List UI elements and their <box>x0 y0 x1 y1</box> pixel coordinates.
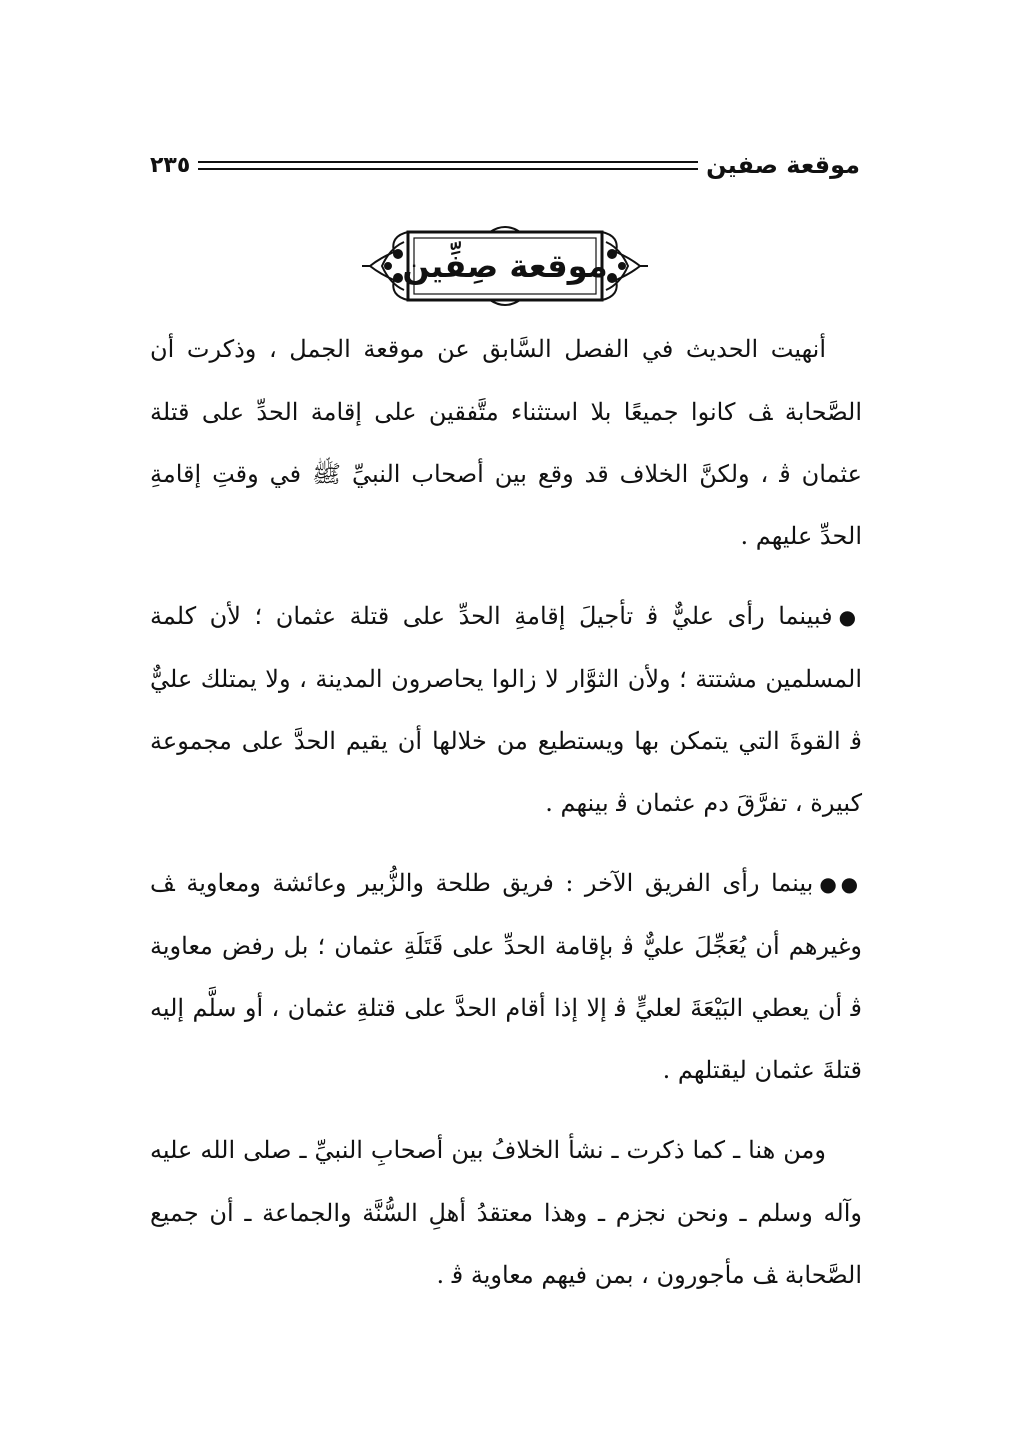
chapter-title-cartouche <box>360 218 650 314</box>
running-header <box>150 145 860 185</box>
paragraph <box>150 1119 862 1306</box>
paragraph-text: أنهيت الحديث في الفصل السَّابق عن موقعة الجمل ، وذكرت أن الصَّحابة ﭫ كانوا جميعًا بلا استثناء متَّفقين على إقامة الحدِّ على قتلة عثمان ﭬ ، ولكنَّ الخلاف قد وقع بين أصحاب النبيِّ ﷺ في وقتِ إقامةِ الحدِّ عليهم . <box>150 335 862 550</box>
header-double-rule <box>198 161 698 170</box>
paragraph-bullet: ● <box>838 605 863 629</box>
paragraph <box>150 318 862 567</box>
paragraph <box>150 852 862 1101</box>
chapter-title: موقعة صِفِّين <box>402 247 608 285</box>
paragraph-text: بينما رأى الفريق الآخر : فريق طلحة والزُّبير وعائشة ومعاوية ﭫ وغيرهم أن يُعَجِّلَ عليٌّ ﭬ بإقامة الحدِّ على قَتَلَةِ عثمان ؛ بل رفض معاوية ﭬ أن يعطي البَيْعَةَ لعليٍّ ﭬ إلا إذا أقام الحدَّ على قتلةِ عثمان ، أو سلَّم إليه قتلةَ عثمان ليقتلهم . <box>150 869 862 1084</box>
paragraph-bullet: ●● <box>819 872 862 896</box>
page-number: ٢٣٥ <box>150 152 191 178</box>
body-text <box>150 318 862 1324</box>
paragraph-text: ومن هنا ـ كما ذكرت ـ نشأ الخلافُ بين أصحابِ النبيِّ ـ صلى الله عليه وآله وسلم ـ ونحن نجزم ـ وهذا معتقدُ أهلِ السُّنَّة والجماعة ـ أن جميع الصَّحابة ﭫ مأجورون ، بمن فيهم معاوية ﭬ . <box>150 1136 862 1289</box>
paragraph-text: فبينما رأى عليٌّ ﭬ تأجيلَ إقامةِ الحدِّ على قتلة عثمان ؛ لأن كلمة المسلمين مشتتة ؛ ولأن الثوَّار لا زالوا يحاصرون المدينة ، ولا يمتلك عليٌّ ﭬ القوةَ التي يتمكن بها ويستطيع من خلالها أن يقيم الحدَّ على مجموعة كبيرة ، تفرَّقَ دم عثمان ﭬ بينهم . <box>150 602 862 817</box>
running-header-title: موقعة صفين <box>706 151 860 179</box>
paragraph <box>150 585 862 834</box>
